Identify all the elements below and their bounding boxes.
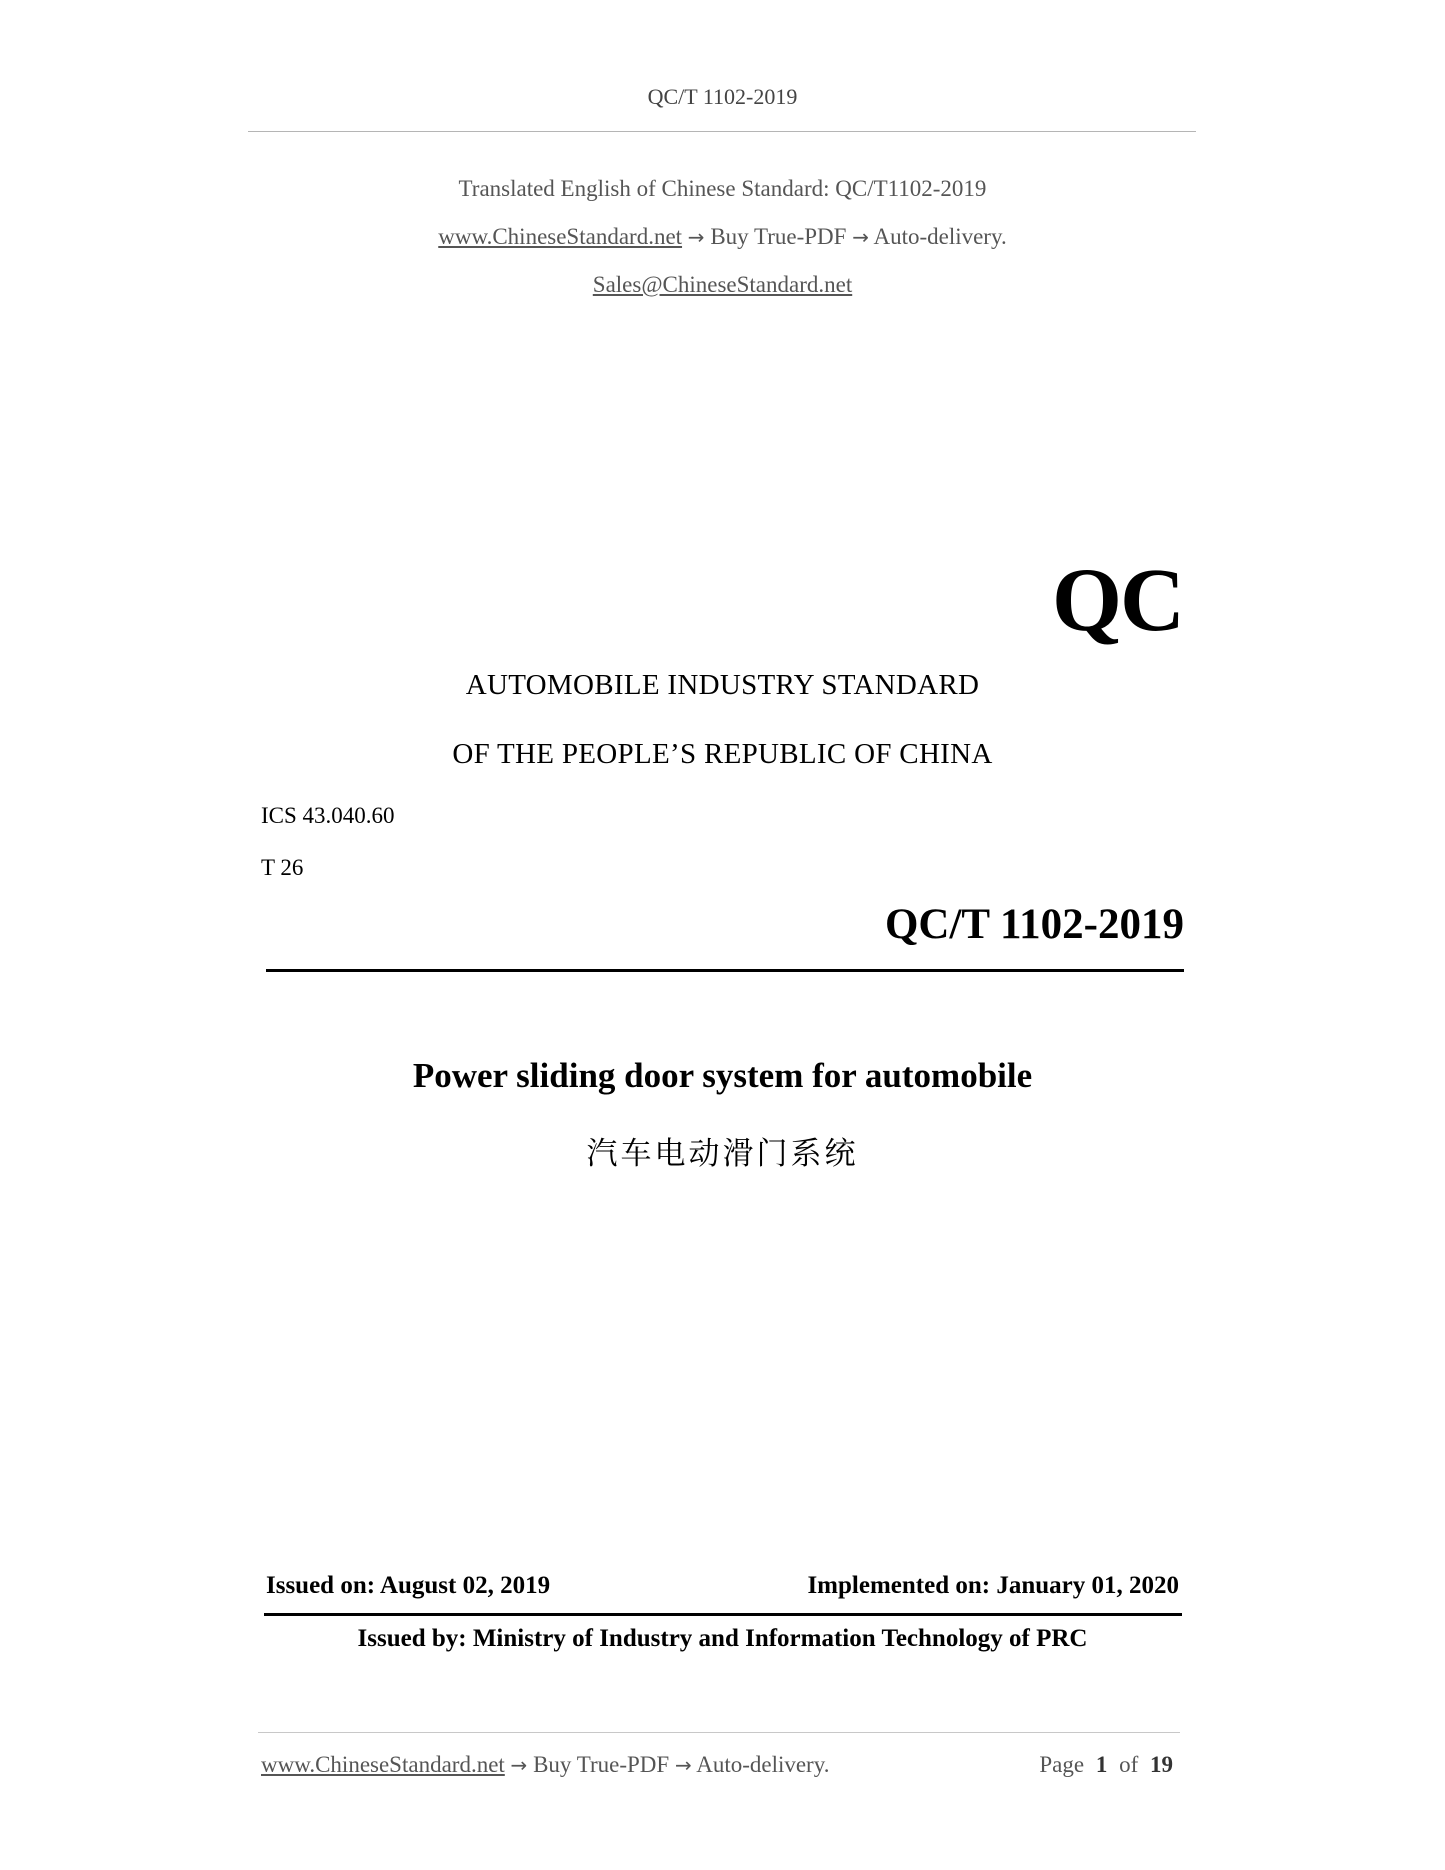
page-indicator <box>1039 1752 1179 1778</box>
running-header-title: QC/T 1102-2019 <box>647 84 798 109</box>
ics-code: ICS 43.040.60 <box>261 803 395 828</box>
page-current: 1 <box>1095 1752 1108 1777</box>
standard-title-line1: AUTOMOBILE INDUSTRY STANDARD <box>465 669 980 701</box>
footer-buy-text: Buy True-PDF <box>533 1752 670 1777</box>
footer-site-link[interactable]: www.ChineseStandard.net <box>261 1752 505 1777</box>
arrow-right-icon: → <box>674 1753 692 1777</box>
qc-logo: QC <box>1052 551 1183 650</box>
title-divider <box>266 969 1184 972</box>
sales-email-link[interactable]: Sales@ChineseStandard.net <box>592 272 853 297</box>
header-divider <box>248 131 1196 132</box>
delivery-text: Auto-delivery. <box>873 224 1007 249</box>
issued-on-date: Issued on: August 02, 2019 <box>266 1572 551 1599</box>
email-line <box>0 272 1445 298</box>
page-of: of <box>1119 1752 1139 1777</box>
document-number: QC/T 1102-2019 <box>884 901 1184 948</box>
category-code: T 26 <box>261 855 304 880</box>
issue-divider <box>264 1613 1182 1616</box>
arrow-right-icon: → <box>687 225 705 249</box>
document-title-en: Power sliding door system for automobile <box>412 1056 1033 1095</box>
issued-by: Issued by: Ministry of Industry and Information Technology of PRC <box>357 1625 1088 1652</box>
buy-text: Buy True-PDF <box>710 224 847 249</box>
page-label: Page <box>1039 1752 1085 1777</box>
footer-divider <box>258 1732 1180 1733</box>
footer-purchase-line <box>261 1752 829 1778</box>
arrow-right-icon: → <box>852 225 869 249</box>
implemented-on-date: Implemented on: January 01, 2020 <box>807 1572 1179 1599</box>
document-title-zh: 汽车电动滑门系统 <box>586 1136 859 1172</box>
standard-title-line2: OF THE PEOPLE’S REPUBLIC OF CHINA <box>452 738 993 770</box>
page-total: 19 <box>1150 1752 1173 1777</box>
purchase-line <box>0 224 1445 250</box>
arrow-right-icon: → <box>510 1753 528 1777</box>
footer-delivery-text: Auto-delivery. <box>696 1752 830 1777</box>
translation-notice: Translated English of Chinese Standard: QC/T1102-2019 <box>458 176 987 201</box>
site-link[interactable]: www.ChineseStandard.net <box>438 224 683 249</box>
